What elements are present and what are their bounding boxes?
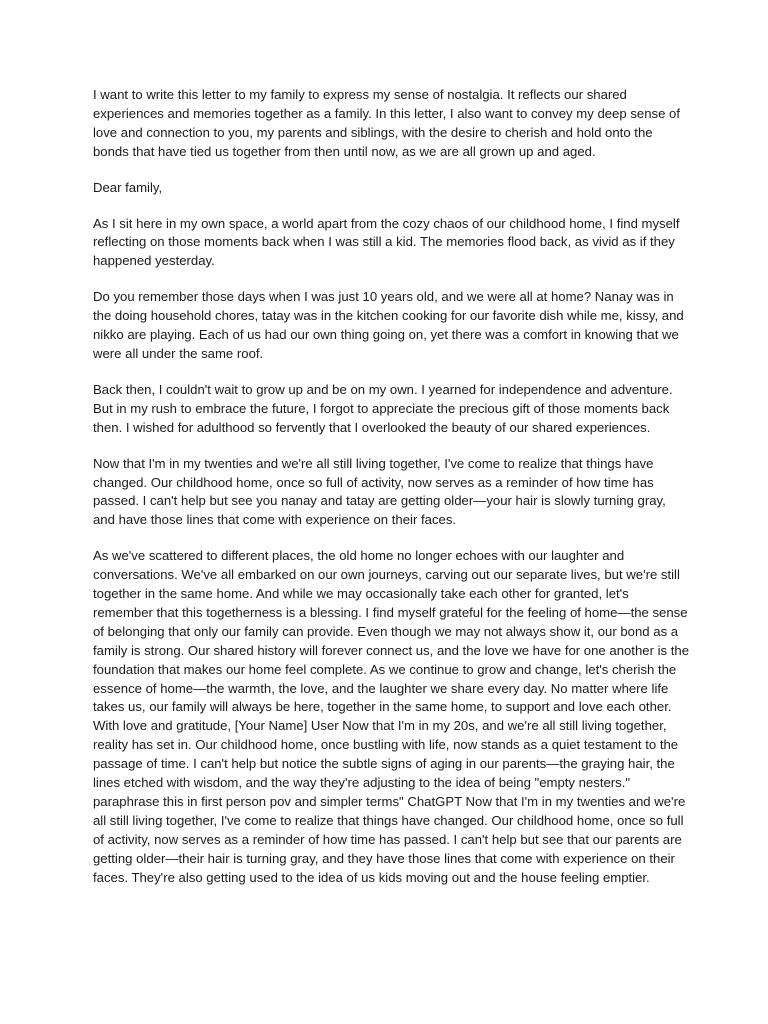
body-paragraph-3: Back then, I couldn't wait to grow up and be on my own. I yearned for independence and adventure. But in my rush to embrace the future, I forgot to appreciate the precious gift of those moments back then. I wished for adulthood so fervently that I overlooked the beauty of our shared experiences. [93, 381, 673, 435]
body-paragraph-4: Now that I'm in my twenties and we're all still living together, I've come to realize that things have changed. Our childhood home, once so full of activity, now serves as a reminder of how time has passed. I can't help but see you nanay and tatay are getting older—your hair is slowly turning gray, and have those lines that come with experience on their faces. [93, 455, 666, 528]
body-paragraph-5: As we've scattered to different places, the old home no longer echoes with our laughter and conversations. We've all embarked on our own journeys, carving out our separate lives, but we're still together in the same home. And while we may occasionally take each other for granted, let's remember that this togetherness is a blessing. I find myself grateful for the feeling of home—the sense of belonging that only our family can provide. Even though we may not always show it, our bond as a family is strong. Our shared history will forever connect us, and the love we have for one another is the foundation that makes our home feel complete. As we continue to grow and change, let's cherish the essence of home—the warmth, the love, and the laughter we share every day. No matter where life takes us, our family will always be here, together in the same home, to support and love each other. With love and gratitude, [Your Name] User Now that I'm in my 20s, and we're all still living together, reality has set in. Our childhood home, once bustling with life, now stands as a quiet testament to the passage of time. I can't help but notice the subtle signs of aging in our parents—the graying hair, the lines etched with wisdom, and the way they're adjusting to the idea of being "empty nesters." paraphrase this in first person pov and simpler terms" ChatGPT Now that I'm in my twenties and we're all still living together, I've come to realize that things have changed. Our childhood home, once so full of activity, now serves as a reminder of how time has passed. I can't help but see that our parents are getting older—their hair is turning gray, and they have those lines that come with experience on their faces. They're also getting used to the idea of us kids moving out and the house feeling emptier. [93, 548, 690, 885]
body-paragraph-2: Do you remember those days when I was just 10 years old, and we were all at home? Nanay was in the doing household chores, tatay was in the kitchen cooking for our favorite dish while me, kissy, and nikko are playing. Each of us had our own thing going on, yet there was a comfort in knowing that we were all under the same roof. [93, 289, 684, 361]
body-paragraph-1: As I sit here in my own space, a world apart from the cozy chaos of our childhood home, I find myself reflecting on those moments back when I was still a kid. The memories flood back, as vivid as if they happened yesterday. [93, 215, 680, 269]
salutation: Dear family, [93, 179, 163, 195]
intro-paragraph: I want to write this letter to my family to express my sense of nostalgia. It reflects our shared experiences and memories together as a family. In this letter, I also want to convey my deep sense of love and connection to you, my parents and siblings, with the desire to cherish and hold onto the bonds that have tied us together from then until now, as we are all grown up and aged. [93, 87, 681, 159]
